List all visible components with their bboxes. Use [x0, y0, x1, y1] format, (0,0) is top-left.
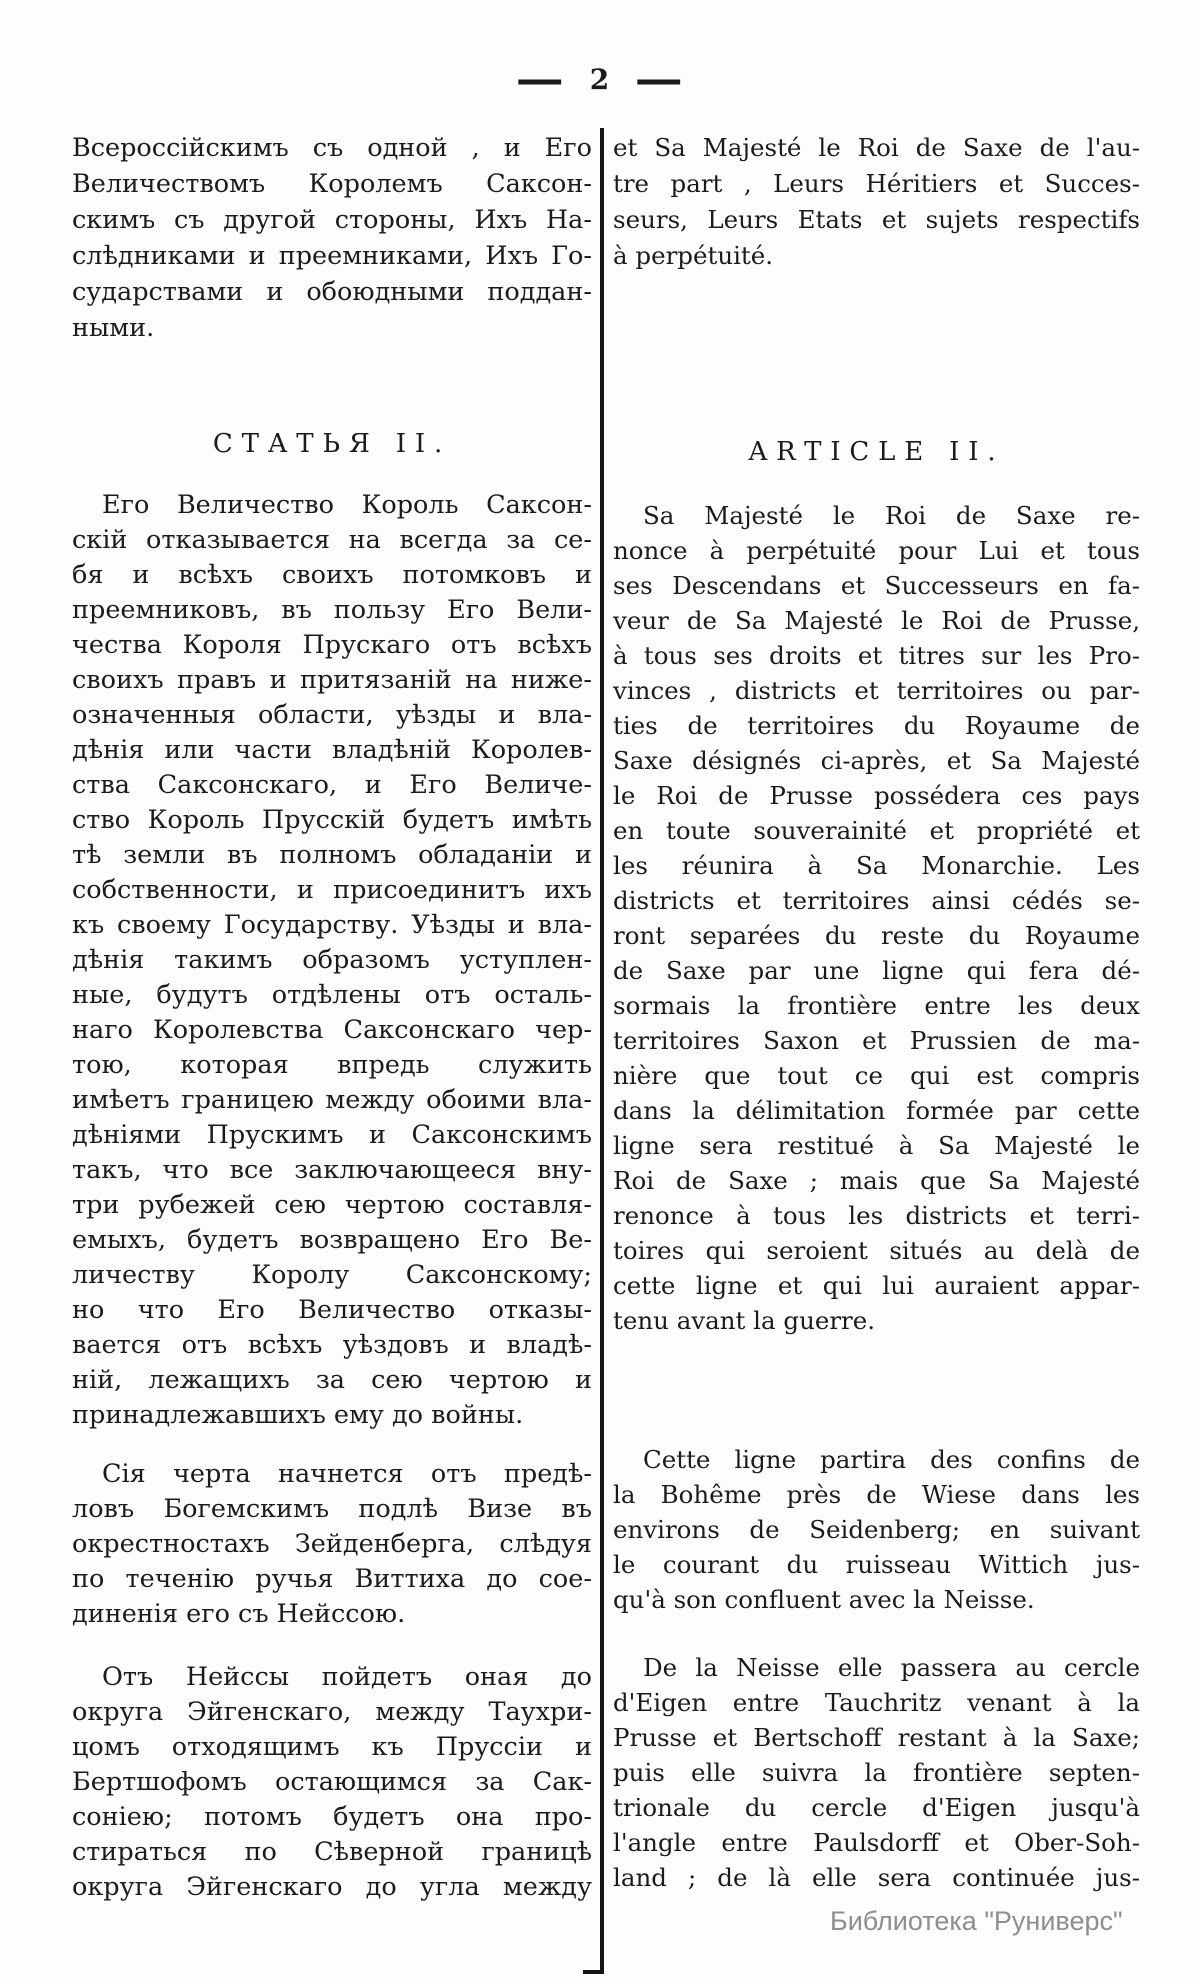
text-line: ные, будутъ отдѣлены отъ осталь- — [72, 980, 592, 1010]
text-line: dans la délimitation formée par cette — [613, 1096, 1140, 1125]
text-line: land ; de là elle sera continuée jus- — [613, 1863, 1140, 1892]
text-line: дѣніями Прускимъ и Саксонскимъ — [72, 1120, 592, 1150]
text-line: ній, лежащихъ за сею чертою и — [72, 1365, 592, 1395]
column-divider-rule — [600, 128, 604, 1974]
text-line: наго Королевства Саксонскаго чер- — [72, 1015, 592, 1045]
text-line: принадлежавшихъ ему до войны. — [72, 1400, 524, 1430]
page-number: 2 — [589, 63, 611, 96]
text-line: вается отъ всѣхъ уѣздовъ и владѣ- — [72, 1330, 592, 1360]
text-line: по теченію ручья Виттиха до сое- — [72, 1564, 592, 1594]
text-line: дѣнія или части владѣній Королев- — [72, 735, 592, 765]
text-line: à tous ses droits et titres sur les Pro- — [613, 641, 1140, 670]
paragraph — [613, 1650, 1140, 1895]
text-line: Величествомъ Королемъ Саксон- — [72, 169, 592, 199]
text-line: sormais la frontière entre les deux — [613, 991, 1140, 1020]
text-line: De la Neisse elle passera au cercle — [643, 1653, 1140, 1682]
text-line: la Bohême près de Wiese dans les — [613, 1480, 1140, 1509]
text-line: ses Descendans et Successeurs en fa- — [613, 571, 1140, 600]
text-line: скій отказывается на всегда за се- — [72, 525, 592, 555]
text-line: tre part , Leurs Héritiers et Succes- — [613, 169, 1140, 198]
text-line: en toute souverainité et propriété et — [613, 816, 1140, 845]
text-line: nière que tout ce qui est compris — [613, 1061, 1140, 1090]
text-line: округа Эйгенскаго до угла между — [72, 1872, 592, 1902]
text-line: ловъ Богемскимъ подлѣ Визе въ — [72, 1494, 592, 1524]
text-line: les réunira à Sa Monarchie. Les — [613, 851, 1140, 880]
text-line: соніею; потомъ будетъ она про- — [72, 1802, 592, 1832]
text-line: à perpétuité. — [613, 241, 774, 270]
text-line: означенныя области, уѣзды и вла- — [72, 700, 592, 730]
text-line: Сія черта начнется отъ предѣ- — [102, 1459, 592, 1489]
text-line: скимъ съ другой стороны, Ихъ На- — [72, 205, 592, 235]
text-line: тѣ земли въ полномъ обладаніи и — [72, 840, 592, 870]
text-line: округа Эйгенскаго, между Таухри- — [72, 1697, 592, 1727]
text-line: Roi de Saxe ; mais que Sa Majesté — [613, 1166, 1140, 1195]
text-line: territoires Saxon et Prussien de ma- — [613, 1026, 1140, 1055]
text-line: ront separées du reste du Royaume — [613, 921, 1140, 950]
text-line: три рубежей сею чертою составля- — [72, 1190, 592, 1220]
text-line: Cette ligne partira des confins de — [643, 1445, 1140, 1474]
text-line: къ своему Государству. Уѣзды и вла- — [72, 910, 592, 940]
text-line: Saxe désignés ci-après, et Sa Majesté — [613, 746, 1140, 775]
article-heading: ARTICLE II. — [748, 437, 1005, 467]
text-line: veur de Sa Majesté le Roi de Prusse, — [613, 606, 1140, 635]
text-line: environs de Seidenberg; en suivant — [613, 1515, 1140, 1544]
text-line: собственности, и присоединитъ ихъ — [72, 875, 592, 905]
text-line: districts et territoires ainsi cédés se- — [613, 886, 1140, 915]
text-line: дѣнія такимъ образомъ уступлен- — [72, 945, 592, 975]
text-line: vinces , districts et territoires ou par- — [613, 676, 1140, 705]
text-line: de Saxe par une ligne qui fera dé- — [613, 956, 1140, 985]
text-line: тою, которая впредь служить — [72, 1050, 592, 1080]
library-watermark: Библиотека "Руниверс" — [830, 1906, 1123, 1936]
divider-foot-tick — [583, 1970, 600, 1974]
text-line: nonce à perpétuité pour Lui et tous — [613, 536, 1140, 565]
text-line: ligne sera restitué à Sa Majesté le — [613, 1131, 1140, 1160]
paragraph — [613, 130, 1140, 274]
text-line: Всероссійскимъ съ одной , и Его — [72, 133, 592, 163]
text-line: чества Короля Прускаго отъ всѣхъ — [72, 630, 592, 660]
text-line: преемниковъ, въ пользу Его Вели- — [72, 595, 592, 625]
text-line: окрестностахъ Зейденберга, слѣдуя — [72, 1529, 592, 1559]
header-dash-right: — — [634, 55, 685, 104]
text-line: стираться по Сѣверной границѣ — [72, 1837, 592, 1867]
text-line: ства Саксонскаго, и Его Величе- — [72, 770, 592, 800]
text-line: емыхъ, будетъ возвращено Его Ве- — [72, 1225, 592, 1255]
text-line: et Sa Majesté le Roi de Saxe de l'au- — [613, 133, 1140, 162]
text-line: Бертшофомъ остающимся за Сак- — [72, 1767, 592, 1797]
text-line: бя и всѣхъ своихъ потомковъ и — [72, 560, 592, 590]
text-line: Prusse et Bertschoff restant à la Saxe; — [613, 1723, 1140, 1752]
text-line: слѣдниками и преемниками, Ихъ Го- — [72, 241, 592, 271]
header-dash-left: — — [515, 55, 566, 104]
text-line: renonce à tous les districts et terri- — [613, 1201, 1140, 1230]
text-line: сударствами и обоюдными поддан- — [72, 277, 592, 307]
paragraph — [613, 498, 1140, 1338]
text-line: cette ligne et qui lui auraient appar- — [613, 1271, 1140, 1300]
paragraph — [72, 130, 592, 346]
text-line: диненія его съ Нейссою. — [72, 1599, 406, 1629]
text-line: такъ, что все заключающееся вну- — [72, 1155, 592, 1185]
text-line: d'Eigen entre Tauchritz venant à la — [613, 1688, 1140, 1717]
paragraph — [613, 1442, 1140, 1617]
text-line: trionale du cercle d'Eigen jusqu'à — [613, 1793, 1140, 1822]
text-line: tenu avant la guerre. — [613, 1306, 876, 1335]
french-text-column — [613, 130, 1140, 1895]
paragraph — [72, 1457, 592, 1632]
page-number-header — [0, 55, 1200, 104]
text-line: ties de territoires du Royaume de — [613, 711, 1140, 740]
text-line: ство Король Прусскій будетъ имѣть — [72, 805, 592, 835]
paragraph — [72, 1660, 592, 1905]
article-heading: СТАТЬЯ II. — [212, 429, 452, 459]
text-line: Его Величество Король Саксон- — [102, 490, 592, 520]
text-line: Отъ Нейссы пойдетъ оная до — [102, 1662, 592, 1692]
text-line: le Roi de Prusse possédera ces pays — [613, 781, 1140, 810]
russian-text-column — [72, 130, 592, 1905]
text-line: но что Его Величество отказы- — [72, 1295, 592, 1325]
paragraph — [72, 488, 592, 1433]
text-line: puis elle suivra la frontière septen- — [613, 1758, 1140, 1787]
text-line: имѣетъ границею между обоими вла- — [72, 1085, 592, 1115]
text-line: l'angle entre Paulsdorff et Ober-Soh- — [613, 1828, 1140, 1857]
text-line: toires qui seroient situés au delà de — [613, 1236, 1140, 1265]
text-line: ными. — [72, 313, 155, 343]
text-line: своихъ правъ и притязаній на ниже- — [72, 665, 592, 695]
text-line: цомъ отходящимъ къ Пруссіи и — [72, 1732, 592, 1762]
text-line: qu'à son confluent avec la Neisse. — [613, 1585, 1035, 1614]
text-line: личеству Королу Саксонскому; — [72, 1260, 592, 1290]
text-line: seurs, Leurs Etats et sujets respectifs — [613, 205, 1140, 234]
text-line: Sa Majesté le Roi de Saxe re- — [643, 501, 1140, 530]
text-line: le courant du ruisseau Wittich jus- — [613, 1550, 1140, 1579]
